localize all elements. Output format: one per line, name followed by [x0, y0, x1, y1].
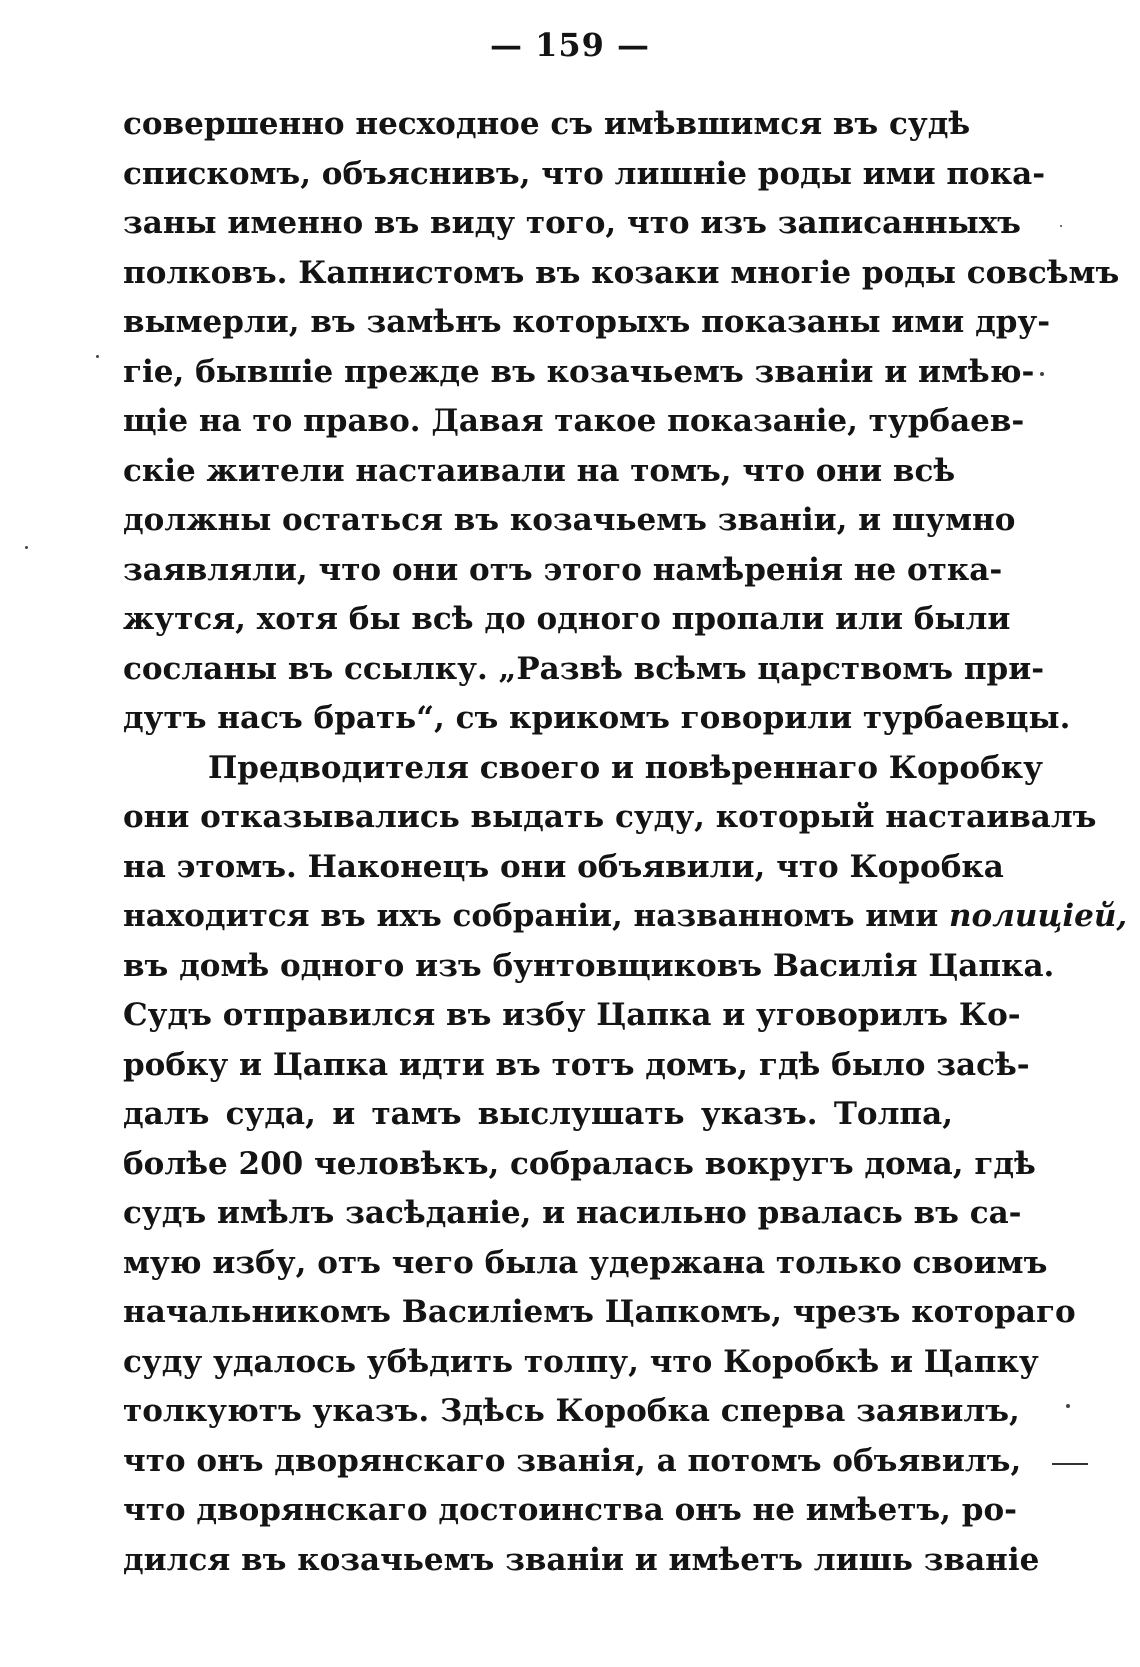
page-number: — 159 —: [489, 26, 651, 64]
text-line: судъ имѣлъ засѣданіе, и насильно рвалась въ са-: [123, 1195, 1022, 1231]
text-line: заявляли, что они отъ этого намѣренія не отка-: [123, 551, 1003, 588]
text-line: совершенно несходное съ имѣвшимся въ судѣ: [123, 106, 971, 142]
paragraph-start-line: Предводителя своего и повѣреннаго Коробку: [208, 749, 1043, 786]
italic-word: полиціей,: [949, 898, 1128, 934]
text-line: должны остаться въ козачьемъ званіи, и шумно: [123, 502, 1016, 538]
text-line: дился въ козачьемъ званіи и имѣетъ лишь званіе: [123, 1541, 1040, 1578]
scan-speck: [25, 546, 28, 549]
text-line: далъ суда, и тамъ выслушать указъ. Толпа,: [123, 1096, 953, 1132]
text-line: на этомъ. Наконецъ они объявили, что Коробка: [123, 848, 1004, 885]
text-line: суду удалось убѣдить толпу, что Коробкѣ и Цапку: [123, 1343, 1039, 1380]
text-line: что онъ дворянскаго званія, а потомъ объявилъ,: [123, 1442, 1022, 1479]
scan-speck: [1040, 372, 1044, 376]
text-fragment: находится въ ихъ собраніи, названномъ ими: [123, 898, 939, 934]
text-line: гіе, бывшіе прежде въ козачьемъ званіи и имѣю-: [123, 353, 1035, 390]
scan-speck: [1066, 1404, 1070, 1408]
text-line: заны именно въ виду того, что изъ записанныхъ: [123, 205, 1021, 241]
text-line: робку и Цапка идти въ тотъ домъ, гдѣ было засѣ-: [123, 1046, 1030, 1083]
text-line: въ домѣ одного изъ бунтовщиковъ Василія Цапка.: [123, 947, 1055, 984]
text-line: болѣе 200 человѣкъ, собралась вокругъ дома, гдѣ: [123, 1145, 1036, 1182]
text-line: жутся, хотя бы всѣ до одного пропали или были: [123, 601, 1011, 637]
body-text: [123, 100, 1128, 1585]
text-line: спискомъ, объяснивъ, что лишніе роды ими пока-: [123, 155, 1046, 192]
text-line: дутъ насъ брать“, съ крикомъ говорили турбаевцы.: [123, 700, 1071, 736]
text-line: толкуютъ указъ. Здѣсь Коробка сперва заявилъ,: [123, 1393, 1020, 1429]
text-line-with-italic: [123, 892, 1128, 942]
text-line: полковъ. Капнистомъ въ козаки многіе роды совсѣмъ: [123, 254, 1120, 291]
scan-speck: [1060, 225, 1062, 227]
scan-speck: [96, 355, 99, 358]
text-line: они отказывались выдать суду, который настаивалъ: [123, 799, 1097, 835]
text-line: начальникомъ Василіемъ Цапкомъ, чрезъ котораго: [123, 1294, 1076, 1330]
scan-line-mark: [1052, 1463, 1088, 1465]
text-line: вымерли, въ замѣнъ которыхъ показаны ими дру-: [123, 304, 1051, 340]
text-line: щіе на то право. Давая такое показаніе, турбаев-: [123, 403, 1025, 439]
text-line: сосланы въ ссылку. „Развѣ всѣмъ царствомъ при-: [123, 650, 1045, 687]
text-line: скіе жители настаивали на томъ, что они всѣ: [123, 452, 956, 489]
text-line: мую избу, отъ чего была удержана только своимъ: [123, 1244, 1048, 1281]
text-line: что дворянскаго достоинства онъ не имѣетъ, ро-: [123, 1492, 1017, 1528]
text-line: Судъ отправился въ избу Цапка и уговорилъ Ко-: [123, 997, 1021, 1033]
